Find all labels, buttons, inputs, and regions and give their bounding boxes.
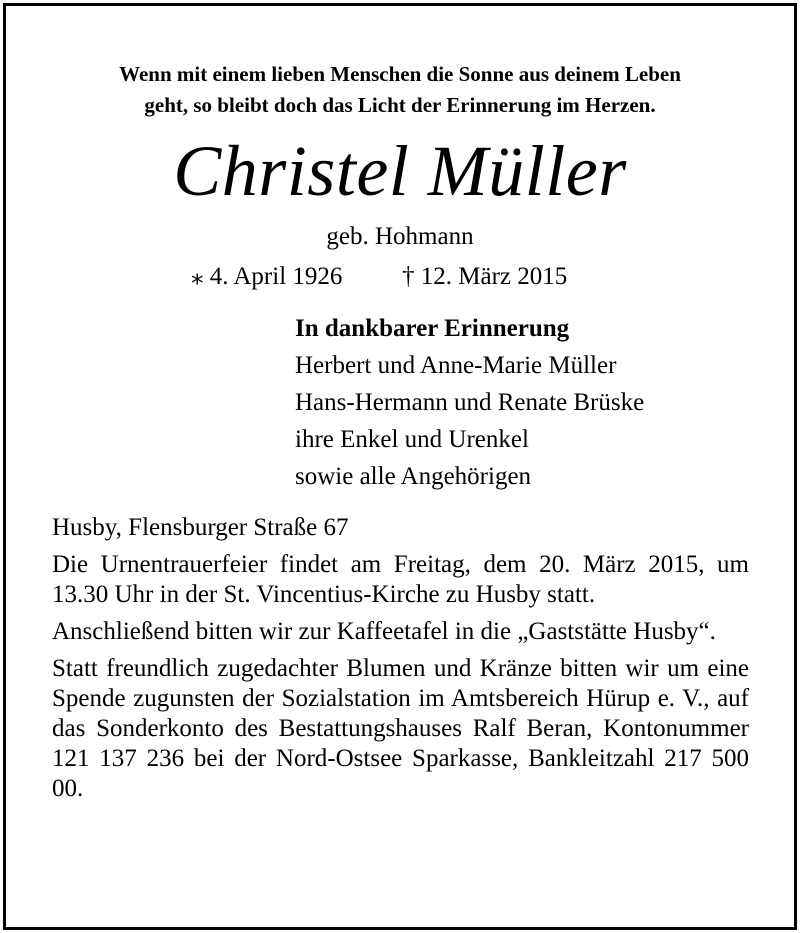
mourners-block — [295, 310, 644, 495]
death-date: † 12. März 2015 — [402, 263, 568, 290]
life-dates — [6, 261, 794, 293]
donation-paragraph: Statt freundlich zugedachter Blumen und Kränze bitten wir um eine Spende zugunsten der Sozialstation im Amtsbereich Hürup e. V., auf das Sonderkonto des Bestattungshauses Ralf Beran, Kontonummer 121 137 236 bei der Nord-Ostsee Sparkasse, Bankleitzahl 217 500 00. — [52, 655, 749, 802]
motto-line: Wenn mit einem lieben Menschen die Sonne aus deinem Leben — [119, 62, 681, 86]
motto-line: geht, so bleibt doch das Licht der Erinnerung im Herzen. — [144, 93, 656, 117]
mourner-name: ihre Enkel und Urenkel — [295, 426, 529, 453]
mourner-name: sowie alle Angehörigen — [295, 463, 532, 490]
funeral-service-paragraph: Die Urnentrauerfeier findet am Freitag, dem 20. März 2015, um 13.30 Uhr in der St. Vincentius-Kirche zu Husby statt. — [52, 551, 749, 608]
family-address: Husby, Flensburger Straße 67 — [52, 514, 349, 541]
notice-body — [52, 513, 749, 811]
reception-paragraph: Anschließend bitten wir zur Kaffeetafel in die „Gaststätte Husby“. — [52, 618, 716, 645]
mourner-name: Herbert und Anne-Marie Müller — [295, 352, 617, 379]
birth-date: ⁎ 4. April 1926 — [191, 263, 343, 290]
deceased-name: Christel Müller — [173, 131, 627, 211]
mourners-heading: In dankbarer Erinnerung — [295, 315, 570, 342]
mourner-name: Hans-Hermann und Renate Brüske — [295, 389, 645, 416]
obituary-frame — [3, 3, 797, 930]
obituary-content — [6, 6, 794, 927]
birth-name: geb. Hohmann — [326, 223, 474, 250]
motto-quote — [6, 59, 794, 121]
